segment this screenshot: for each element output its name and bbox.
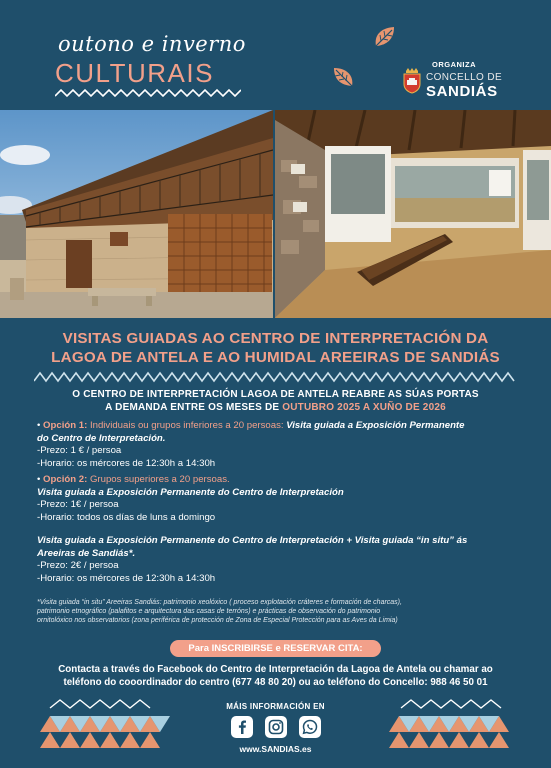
contact-line-2: teléfono do cooordinador do centro (677 48 80 20) ou ao teléfono do Concello: 988 46 50 01 bbox=[63, 677, 488, 688]
footnote-line: ornitolóxico nos observatorios (zona periférica de protección de Zona de Especial Protección para as Aves da Limia) bbox=[37, 617, 398, 625]
option-1-label: Opción 1: bbox=[43, 420, 88, 431]
intro-line-2 bbox=[0, 402, 551, 413]
headline-line-2: LAGOA DE ANTELA E AO HUMIDAL AREEIRAS DE SANDIÁS bbox=[51, 349, 500, 366]
concello-label: CONCELLO DE bbox=[426, 72, 503, 83]
register-banner: Para INSCRIBIRSE e RESERVAR CITA: bbox=[170, 640, 381, 657]
autumn-leaf-icon bbox=[330, 64, 356, 90]
option-1-schedule: -Horario: os mércores de 12:30h a 14:30h bbox=[37, 457, 216, 469]
intro-date-range: OUTUBRO 2025 A XUÑO DE 2026 bbox=[282, 402, 446, 413]
footnote-line: patrimonio etnográfico (palafitos e arquitectura das casas de terróns) e prácticas de observación do patrimonio bbox=[37, 608, 381, 616]
building-exterior-photo bbox=[0, 110, 273, 318]
main-title: CULTURAIS bbox=[55, 58, 214, 88]
option-2-description: Grupos superiores a 20 persoas. bbox=[87, 474, 230, 485]
headline-line-1: VISITAS GUIADAS AO CENTRO DE INTERPRETACIÓN DA bbox=[62, 330, 489, 347]
intro-line-1: O CENTRO DE INTERPRETACIÓN LAGOA DE ANTELA REABRE AS SÚAS PORTAS bbox=[72, 389, 479, 400]
contact-line-1: Contacta a través do Facebook do Centro de Interpretación da Lagoa de Antela ou chamar ao bbox=[58, 664, 493, 675]
season-title: outono e inverno bbox=[58, 32, 246, 56]
option-2-visit: Visita guiada a Exposición Permanente do Centro de Interpretación bbox=[37, 486, 344, 498]
option-2-schedule: -Horario: todos os días de luns a domingo bbox=[37, 511, 216, 523]
option-1-description: Individuais ou grupos inferiores a 20 persoas: bbox=[87, 420, 287, 431]
option-3-visit: Visita guiada a Exposición Permanente do Centro de Interpretación + Visita guiada “in situ” ás bbox=[37, 535, 468, 546]
option-3-price: -Prezo: 2€ / persoa bbox=[37, 560, 119, 571]
footnote bbox=[37, 598, 515, 626]
more-info-label: MÁIS INFORMACIÓN EN bbox=[226, 702, 325, 711]
bullet: • bbox=[37, 474, 44, 485]
option-1-visit: Visita guiada a Exposición Permanente bbox=[286, 420, 465, 431]
instagram-icon[interactable] bbox=[265, 716, 287, 738]
option-3-block bbox=[37, 535, 517, 585]
footnote-line: *Visita guiada “in situ” Areeiras Sandiás: patrimonio xeolóxico ( proceso explotación cráteres e formación de charcas), bbox=[37, 599, 402, 606]
option-1-block bbox=[37, 420, 517, 470]
autumn-leaf-icon bbox=[372, 24, 398, 50]
option-3-schedule: -Horario: os mércores de 12:30h a 14:30h bbox=[37, 572, 216, 584]
sandias-logo-text: SANDIÁS bbox=[426, 83, 498, 100]
zigzag-divider bbox=[55, 88, 241, 98]
exhibition-interior-photo bbox=[275, 110, 551, 318]
option-1-visit-continued: do Centro de Interpretación. bbox=[37, 432, 166, 444]
option-2-price: -Prezo: 1€ / persoa bbox=[37, 499, 119, 510]
zigzag-divider bbox=[34, 371, 517, 383]
option-1-price: -Prezo: 1 € / persoa bbox=[37, 445, 122, 456]
option-2-heading bbox=[37, 474, 517, 487]
bullet: • bbox=[37, 420, 44, 431]
option-1-heading bbox=[37, 420, 517, 433]
facebook-icon[interactable] bbox=[231, 716, 253, 738]
option-3-visit-continued: Areeiras de Sandiás*. bbox=[37, 547, 136, 559]
option-2-label: Opción 2: bbox=[43, 474, 88, 485]
website-link[interactable]: www.SANDIAS.es bbox=[239, 744, 312, 754]
option-2-block bbox=[37, 474, 517, 524]
coat-of-arms-icon bbox=[402, 68, 422, 94]
whatsapp-icon[interactable] bbox=[299, 716, 321, 738]
organiza-label: ORGANIZA bbox=[432, 60, 476, 69]
intro-line-2-prefix: A DEMANDA ENTRE OS MESES DE bbox=[105, 402, 283, 413]
